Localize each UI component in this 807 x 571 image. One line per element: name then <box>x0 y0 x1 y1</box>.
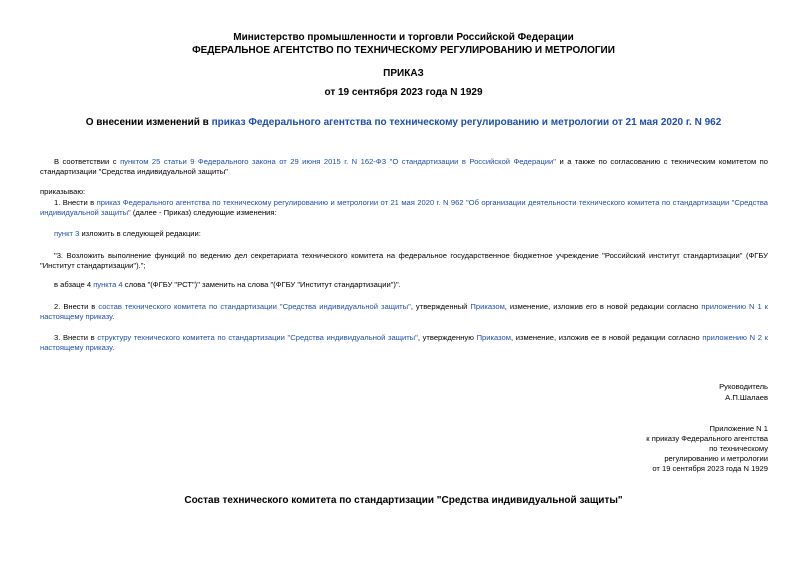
text-span: и а также по согласованию с техническим комитетом по стандартизации "Средства индивидуальной защиты" <box>40 157 768 176</box>
signature-position: Руководитель <box>719 382 768 391</box>
appendix-2-link[interactable]: приложению N 2 к настоящему приказу <box>40 333 768 352</box>
appendix-line: по техническому <box>709 444 768 453</box>
paragraph-basis <box>40 157 768 177</box>
agency-heading: ФЕДЕРАЛЬНОЕ АГЕНТСТВО ПО ТЕХНИЧЕСКОМУ РЕГУЛИРОВАНИЮ И МЕТРОЛОГИИ <box>192 45 615 56</box>
text-span: изложить в следующей редакции: <box>79 229 201 238</box>
ministry-heading: Министерство промышленности и торговли Российской Федерации <box>233 32 574 43</box>
text-span: В соответствии с <box>54 157 121 166</box>
paragraph-item-4 <box>40 280 768 290</box>
paragraph-order: приказываю: <box>40 187 86 196</box>
title-link[interactable]: приказ Федерального агентства по техническому регулированию и метрологии от 21 мая 2020 г. N 962 <box>211 117 722 128</box>
appendix-heading <box>646 424 768 474</box>
document-title <box>0 117 807 128</box>
text-span: 3. Внести в <box>54 333 98 342</box>
text-span: 1. Внести в <box>54 198 97 207</box>
paragraph-item-2 <box>40 302 768 322</box>
paragraph-item-1 <box>40 198 768 218</box>
appendix-line: регулированию и метрологии <box>664 454 768 463</box>
signature-name: А.П.Шалаев <box>725 393 768 402</box>
text-span: . <box>112 312 115 321</box>
text-span: , изменение, изложив ее в новой редакции согласно <box>510 333 703 342</box>
paragraph-new-wording: "3. Возложить выполнение функций по ведению дел секретариата технического комитета на федеральное государственное бюджетное учреждение "Российский институт стандартизации" (ФГБУ "Институт стандартизации")."; <box>40 251 768 270</box>
appendix-title: Состав технического комитета по стандартизации "Средства индивидуальной защиты" <box>184 495 623 506</box>
order-link[interactable]: приказ Федерального агентства по техническому регулированию и метрологии от 21 мая 2020 г. N 962 "Об организации деятельности технического комитета по стандартизации "Средства индивидуальной защиты" <box>40 198 769 217</box>
title-prefix: О внесении изменений в <box>85 117 212 128</box>
text-span: 2. Внести в <box>54 302 99 311</box>
text-span: , утвержденную <box>417 333 477 342</box>
text-span: , утвержденный <box>410 302 471 311</box>
paragraph-item-3-structure <box>40 333 768 353</box>
text-span: , изменение, изложив его в новой редакции согласно <box>504 302 702 311</box>
text-span: (далее - Приказ) следующие изменения: <box>130 208 277 217</box>
text-span: . <box>112 343 115 352</box>
appendix-line: от 19 сентября 2023 года N 1929 <box>652 464 768 473</box>
appendix-line: Приложение N 1 <box>709 424 768 433</box>
document-date: от 19 сентября 2023 года N 1929 <box>324 87 483 98</box>
text-span: слова "(ФГБУ "РСТ")" заменить на слова "(ФГБУ "Институт стандартизации")". <box>122 280 401 289</box>
appendix-line: к приказу Федерального агентства <box>646 434 768 443</box>
item-4-link[interactable]: пункта 4 <box>93 280 123 289</box>
item-3-link[interactable]: пункт 3 <box>54 229 80 238</box>
composition-link[interactable]: состав технического комитета по стандартизации "Средства индивидуальной защиты" <box>98 302 411 311</box>
text-span: в абзаце 4 <box>54 280 94 289</box>
document-type: ПРИКАЗ <box>383 68 424 79</box>
appendix-1-link[interactable]: приложению N 1 к настоящему приказу <box>40 302 769 321</box>
paragraph-item-3 <box>40 229 768 239</box>
order-ref-link[interactable]: Приказом <box>476 333 511 342</box>
law-link[interactable]: пунктом 25 статьи 9 Федерального закона от 29 июня 2015 г. N 162-ФЗ "О стандартизации в Российской Федерации" <box>120 157 556 166</box>
order-ref-link[interactable]: Приказом <box>470 302 505 311</box>
structure-link[interactable]: структуру технического комитета по стандартизации "Средства индивидуальной защиты" <box>97 333 418 342</box>
